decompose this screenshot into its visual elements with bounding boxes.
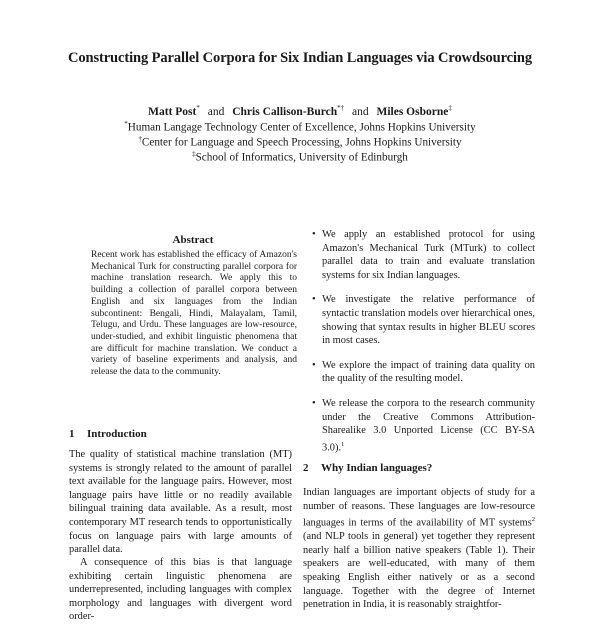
author-name: Chris Callison-Burch <box>232 105 338 118</box>
paragraph-text: Indian languages are important objects of study for a number of reasons. These languages are low-resource languages in terms of the availability of MT systems <box>303 487 535 529</box>
affiliation-text: Human Langage Technology Center of Excellence, Johns Hopkins University <box>127 121 476 134</box>
author-mark: *† <box>337 104 345 112</box>
contribution-list <box>312 228 535 466</box>
abstract-text: Recent work has established the efficacy of Amazon's Mechanical Turk for constructing parallel corpora for machine translation research. We apply this to building a collection of parallel corpora between English and six languages from the Indian subcontinent: Bengali, Hindi, Malayalam, Tamil, Telugu, and Urdu. These languages are low-resource, under-studied, and exhibit linguistic phenomena that are difficult for machine translation. We conduct a variety of baseline experiments and analysis, and release the data to the community. <box>91 250 297 378</box>
list-item <box>312 397 535 455</box>
list-item-text: We investigate the relative performance of syntactic translation models over hierarchical ones, showing that syntax results in higher BLEU scores in most cases. <box>322 294 535 347</box>
author-mark: * <box>196 104 200 112</box>
affiliation-text: Center for Language and Speech Processing, Johns Hopkins University <box>141 136 462 149</box>
paper-title: Constructing Parallel Corpora for Six Indian Languages via Crowdsourcing <box>67 50 533 66</box>
affiliation <box>0 120 600 134</box>
footnote-mark: 1 <box>341 440 345 448</box>
section-title: Why Indian languages? <box>321 462 433 474</box>
intro-paragraph: The quality of statistical machine translation (MT) systems is strongly related to the amount of parallel text available for the language pairs. However, most language pairs have little or no readily available bilingual training data available. As a result, most contemporary MT research tends to opportunistically focus on language pairs with large amounts of parallel data. <box>69 449 292 556</box>
author-separator: and <box>207 105 225 118</box>
affiliation-text: School of Informatics, University of Edinburgh <box>195 151 408 164</box>
paragraph-text: (and NLP tools in general) yet together they represent nearly half a billion native speakers (Table 1). Their speakers are well-educated, with many of them speaking English either natively or as a second language. Together with the degree of Internet penetration in India, it is reasonably straightfor- <box>303 531 535 611</box>
section-number: 2 <box>303 462 309 474</box>
section-heading-introduction <box>69 428 147 440</box>
author-line <box>0 104 600 118</box>
intro-paragraph: A consequence of this bias is that language exhibiting certain linguistic phenomena are underrepresented, including languages with complex morphology and languages with divergent word order- <box>69 557 292 623</box>
list-item-text: We apply an established protocol for using Amazon's Mechanical Turk (MTurk) to collect parallel data to train and evaluate translation systems for six Indian languages. <box>322 229 535 281</box>
affiliation <box>0 135 600 149</box>
list-item <box>312 228 535 282</box>
affiliation-mark: ‡ <box>192 150 196 158</box>
list-item-text: We release the corpora to the research community under the Creative Commons Attribution-Sharealike 3.0 Unported License (CC BY-SA 3.0). <box>322 397 535 454</box>
section-title: Introduction <box>87 428 147 440</box>
author-name: Matt Post <box>148 105 197 118</box>
why-paragraph <box>303 486 535 612</box>
section-heading-why-indian <box>303 462 432 474</box>
section-number: 1 <box>69 428 75 440</box>
list-item-text: We explore the impact of training data quality on the quality of the resulting model. <box>322 359 535 385</box>
footnote-mark: 2 <box>531 516 535 524</box>
author-name: Miles Osborne <box>376 105 449 118</box>
list-item <box>312 293 535 347</box>
author-mark: ‡ <box>448 104 452 112</box>
abstract-heading: Abstract <box>172 234 214 246</box>
list-item <box>312 359 535 386</box>
affiliation <box>0 150 600 164</box>
author-separator: and <box>352 105 369 118</box>
affiliation-mark: † <box>138 135 142 143</box>
affiliation-mark: * <box>124 120 128 128</box>
